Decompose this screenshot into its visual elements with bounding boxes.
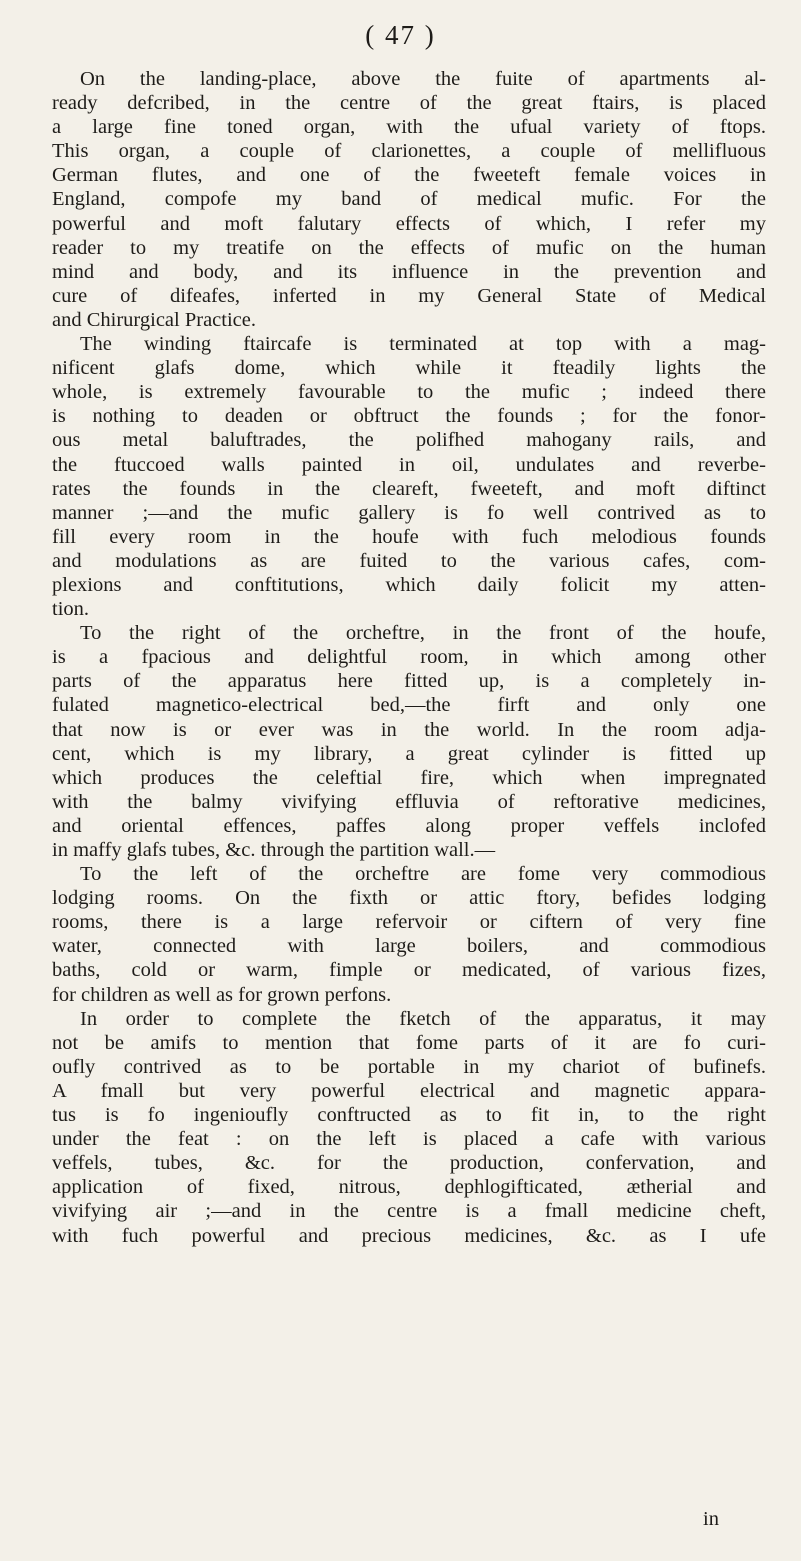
text-line: the ftuccoed walls painted in oil, undulates and reverbe- (52, 453, 766, 476)
text-line: reader to my treatife on the effects of mufic on the human (52, 236, 766, 259)
text-line: lodging rooms. On the fixth or attic ftory, befides lodging (52, 887, 766, 910)
text-line: and Chirurgical Practice. (52, 308, 256, 331)
text-line: manner ;—and the mufic gallery is fo well contrived as to (52, 501, 766, 524)
text-line: rates the founds in the cleareft, fweeteft, and moft diftinct (52, 477, 766, 500)
text-line: vivifying air ;—and in the centre is a fmall medicine cheft, (52, 1200, 766, 1223)
text-line: cent, which is my library, a great cylinder is fitted up (52, 742, 766, 765)
text-line: To the right of the orcheftre, in the front of the houfe, (80, 622, 766, 645)
text-line: German flutes, and one of the fweeteft female voices in (52, 164, 766, 187)
text-line: which produces the celeftial fire, which when impregnated (52, 766, 766, 789)
text-line: with the balmy vivifying effluvia of reftorative medicines, (52, 790, 766, 813)
text-line: veffels, tubes, &c. for the production, confervation, and (52, 1152, 766, 1175)
text-line: ous metal baluftrades, the polifhed mahogany rails, and (52, 429, 766, 452)
text-line: and modulations as are fuited to the various cafes, com- (52, 549, 766, 572)
text-line: parts of the apparatus here fitted up, is a completely in- (52, 670, 766, 693)
text-line: for children as well as for grown perfons. (52, 983, 392, 1006)
text-line: tion. (52, 598, 90, 621)
text-line: fulated magnetico-electrical bed,—the firft and only one (52, 694, 766, 717)
body-text (52, 68, 766, 1249)
text-line: England, compofe my band of medical mufic. For the (52, 188, 766, 211)
text-line: powerful and moft falutary effects of which, I refer my (52, 212, 766, 235)
page-number: ( 47 ) (365, 20, 436, 50)
text-line: whole, is extremely favourable to the mufic ; indeed there (52, 381, 766, 404)
text-line: mind and body, and its influence in the prevention and (52, 260, 766, 283)
text-line: and oriental effences, paffes along proper veffels inclofed (52, 814, 766, 837)
text-line: with fuch powerful and precious medicines, &c. as I ufe (52, 1224, 766, 1247)
text-line: water, connected with large boilers, and commodious (52, 935, 766, 958)
text-line: The winding ftaircafe is terminated at top with a mag- (80, 333, 766, 356)
text-line: nificent glafs dome, which while it fteadily lights the (52, 357, 766, 380)
text-line: under the feat : on the left is placed a cafe with various (52, 1128, 766, 1151)
text-line: In order to complete the fketch of the apparatus, it may (80, 1007, 766, 1030)
text-line: in maffy glafs tubes, &c. through the partition wall.— (52, 839, 496, 861)
text-line: baths, cold or warm, fimple or medicated, of various fizes, (52, 959, 766, 982)
text-line: rooms, there is a large refervoir or ciftern of very fine (52, 911, 766, 934)
text-line: To the left of the orcheftre are fome very commodious (80, 863, 766, 886)
text-line: This organ, a couple of clarionettes, a couple of mellifluous (52, 140, 766, 163)
text-line: oufly contrived as to be portable in my chariot of bufinefs. (52, 1055, 766, 1078)
text-line: not be amifs to mention that fome parts of it are fo curi- (52, 1031, 766, 1054)
text-line: plexions and conftitutions, which daily folicit my atten- (52, 573, 766, 596)
text-line: that now is or ever was in the world. In the room adja- (52, 718, 766, 741)
text-line: is a fpacious and delightful room, in which among other (52, 646, 766, 669)
text-line: ready defcribed, in the centre of the great ftairs, is placed (52, 92, 766, 115)
text-line: is nothing to deaden or obftruct the founds ; for the fonor- (52, 405, 766, 428)
text-line: a large fine toned organ, with the ufual variety of ftops. (52, 116, 766, 139)
text-line: fill every room in the houfe with fuch melodious founds (52, 525, 766, 548)
text-line: A fmall but very powerful electrical and magnetic appara- (52, 1079, 766, 1102)
text-line: cure of difeafes, inferted in my General State of Medical (52, 284, 766, 307)
text-line: On the landing-place, above the fuite of apartments al- (80, 68, 766, 90)
text-line: tus is fo ingenioufly conftructed as to fit in, to the right (52, 1104, 766, 1127)
text-line: application of fixed, nitrous, dephlogifticated, ætherial and (52, 1176, 766, 1199)
catchword: in (703, 1508, 719, 1530)
